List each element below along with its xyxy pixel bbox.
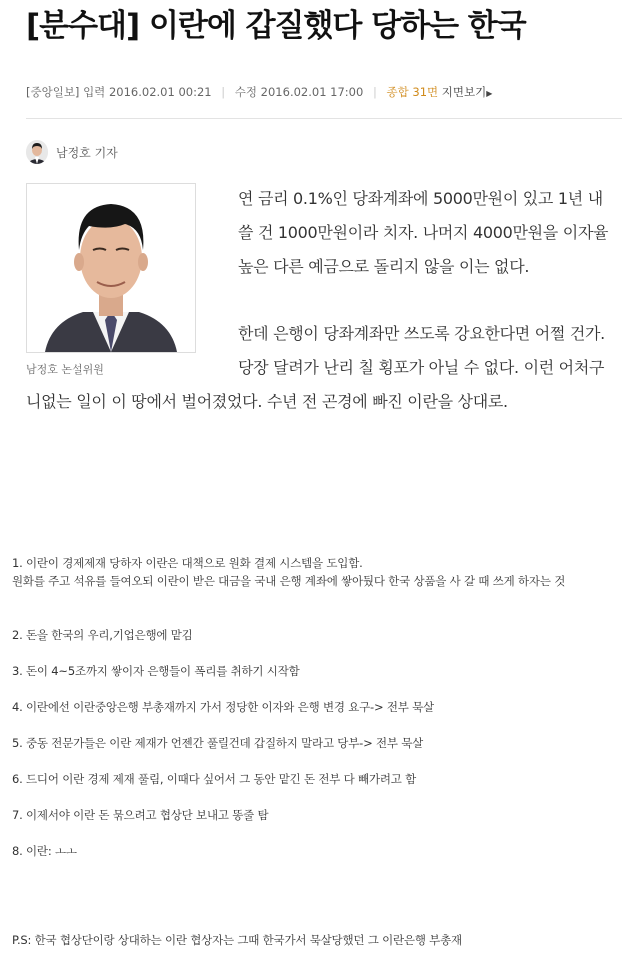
page-view-link[interactable]: [442, 85, 493, 99]
meta-separator: |: [221, 85, 226, 99]
reporter-portrait-icon: [26, 140, 48, 164]
article-title: [분수대] 이란에 갑질했다 당하는 한국: [26, 8, 526, 44]
note-item: 원화를 주고 석유를 들여오되 이란이 받은 대금을 국내 은행 계좌에 쌓아뒀다 한국 상품을 사 갈 때 쓰게 하자는 것: [12, 574, 566, 588]
note-item: 8. 이란: ㅗㅗ: [12, 844, 77, 858]
input-date: 2016.02.01 00:21: [108, 85, 212, 99]
reporter-avatar: [26, 140, 48, 164]
page-view-label: 지면보기: [441, 85, 487, 99]
article-body: [26, 182, 616, 419]
note-item: P.S: 한국 협상단이랑 상대하는 이란 협상자는 그때 한국가서 묵살당했던 그 이란은행 부총재: [12, 933, 462, 947]
note-item: 1. 이란이 경제제재 당하자 이란은 대책으로 원화 결제 시스템을 도입함.: [12, 556, 363, 570]
note-item: 2. 돈을 한국의 우리,기업은행에 맡김: [12, 628, 193, 642]
photo-caption: 남정호 논설위원: [26, 363, 104, 376]
triangle-right-icon: ▶: [486, 89, 493, 98]
note-item: 4. 이란에선 이란중앙은행 부총재까지 가서 정당한 이자와 은행 변경 요구-> 전부 묵살: [12, 700, 434, 714]
meta-divider: [26, 118, 622, 119]
note-item: 7. 이제서야 이란 돈 묶으려고 협상단 보내고 똥줄 탐: [12, 808, 269, 822]
modified-date: 2016.02.01 17:00: [260, 85, 364, 99]
reporter-name[interactable]: 남정호 기자: [56, 145, 118, 160]
photo-float-space: [26, 182, 238, 382]
meta-separator: |: [372, 85, 377, 99]
page-info-link[interactable]: 종합 31면: [386, 85, 439, 99]
article-paragraph: 한데 은행이 당좌계좌만 쓰도록 강요한다면 어쩔 건가. 당장 달려가 난리 칠 횡포가 아닐 수 없다. 이런 어처구니없는 일이 이 땅에서 벌어졌었다. 수년 전 곤경에 빠진 이란을 상대로.: [26, 324, 605, 411]
byline: [26, 139, 118, 165]
note-item: 6. 드디어 이란 경제 제재 풀림, 이때다 싶어서 그 동안 맡긴 돈 전부 다 빼가려고 함: [12, 772, 417, 786]
input-label: 입력: [83, 85, 106, 99]
note-item: 3. 돈이 4~5조까지 쌓이자 은행들이 폭리를 취하기 시작함: [12, 664, 300, 678]
note-item: 5. 중동 전문가들은 이란 제재가 언젠간 풀릴건데 갑질하지 말라고 당부-> 전부 묵살: [12, 736, 424, 750]
source-label: [중앙일보]: [26, 85, 80, 99]
article-meta: [26, 84, 626, 102]
modified-label: 수정: [234, 85, 258, 99]
article-paragraph: 연 금리 0.1%인 당좌계좌에 5000만원이 있고 1년 내 쓸 건 1000만원이라 치자. 나머지 4000만원을 이자율 높은 다른 예금으로 돌리지 않을 이는 없다.: [238, 189, 609, 276]
